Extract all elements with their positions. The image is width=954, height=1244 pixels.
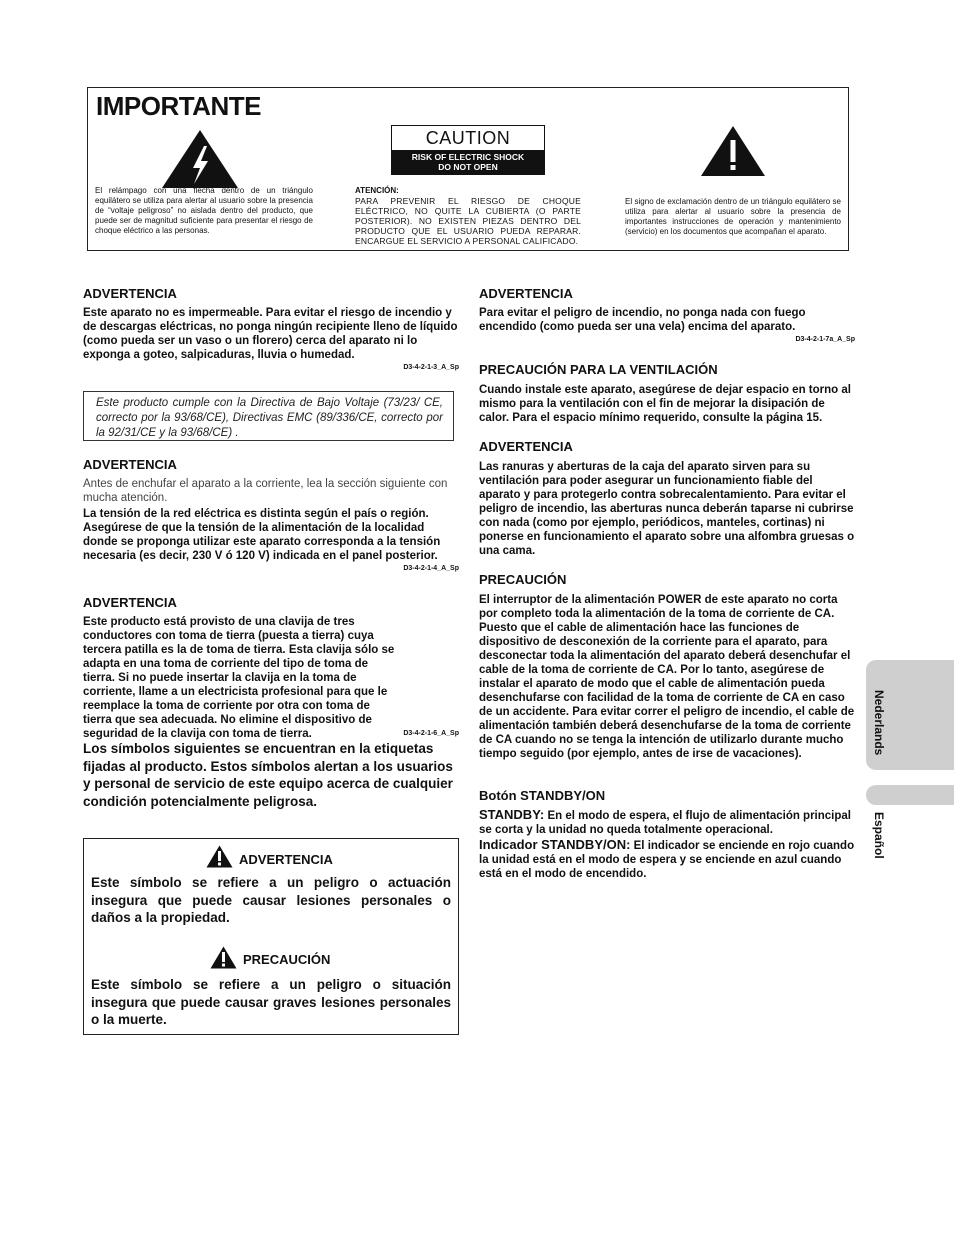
section-text: El interruptor de la alimentación POWER de este aparato no corta por completo toda la alimentación de la toma de corriente de CA. Puesto que el cable de alimentación hace las funciones de dispositivo de desconexión de la corriente para el aparato, para desconectar toda la alimentación del aparato deberá desenchufar el cable de la toma de corriente de CA. Por lo tanto, asegúrese de instalar el aparato de modo que el cable de alimentación pueda desenchufarse con facilidad de la toma de corriente de CA en caso de un accidente. Para evitar correr el peligro de incendio, el cable de alimentación también deberá desenchufarse de la toma de corriente de CA cuando no se tenga la intención de utilizarlo durante mucho tiempo seguido (por ejemplo, antes de irse de vacaciones). bbox=[479, 594, 855, 760]
section-text: Este producto está provisto de una clavija de tres conductores con toma de tierra (puesta a tierra) cuya tercera patilla es la de toma de tierra. Esta clavija sólo se adapta en una toma de corriente del tipo de toma de tierra. Si no puede insertar la clavija en la toma de corriente, llame a un electricista profesional para que le reemplace la toma de corriente por otra con toma de tierra que sea adecuada. No elimine el dispositivo de seguridad de la clavija con toma de tierra. bbox=[83, 616, 395, 740]
directive-box: Este producto cumple con la Directiva de Bajo Voltaje (73/23/ CE, correcto por la 93/68/CE), Directivas EMC (89/336/CE, correcto por la 92/31/CE y la 93/68/CE) . bbox=[83, 391, 454, 441]
section-title: ADVERTENCIA bbox=[479, 439, 573, 454]
left-column bbox=[83, 286, 459, 371]
caution-shock-warning bbox=[392, 150, 544, 174]
right-section-5 bbox=[479, 788, 855, 881]
exclamation-warning-icon bbox=[700, 125, 766, 177]
section-text: Cuando instale este aparato, asegúrese de dejar espacio en torno al mismo para la ventilación con el fin de mejorar la disipación de calor. Para el espacio mínimo requerido, consulte la página 15. bbox=[479, 384, 851, 424]
warning-triangle-icon bbox=[206, 845, 233, 868]
tab-espanol[interactable]: Español bbox=[872, 812, 886, 859]
standby-desc: En el modo de espera, el flujo de alimentación principal se corta y la unidad no queda totalmente operacional. bbox=[479, 810, 851, 836]
indicator-text bbox=[479, 838, 855, 881]
section-intro: Antes de enchufar el aparato a la corriente, lea la sección siguiente con mucha atención. bbox=[83, 478, 448, 504]
section-code: D3-4-2-1-7a_A_Sp bbox=[795, 336, 855, 343]
atencion-text: PARA PREVENIR EL RIESGO DE CHOQUE ELÉCTRICO, NO QUITE LA CUBIERTA (O PARTE POSTERIOR). NO EXISTEN PIEZAS DENTRO DEL PRODUCTO QUE EL USUARIO PUEDA REPARAR. ENCARGUE EL SERVICIO A PERSONAL CALIFICADO. bbox=[355, 196, 581, 246]
section-title: ADVERTENCIA bbox=[83, 457, 177, 472]
tab-nederlands[interactable]: Nederlands bbox=[872, 690, 886, 756]
right-section-2 bbox=[479, 362, 855, 425]
section-code: D3-4-2-1-3_A_Sp bbox=[403, 364, 459, 371]
caution-title: CAUTION bbox=[425, 128, 511, 148]
section-title: PRECAUCIÓN PARA LA VENTILACIÓN bbox=[479, 362, 718, 377]
section-text: La tensión de la red eléctrica es distinta según el país o región. Asegúrese de que la tensión de la alimentación de la localidad donde se proponga utilizar este aparato corresponda a la tensión necesaria (es decir, 230 V ó 120 V) indicada en el panel posterior. bbox=[83, 508, 441, 562]
section-title: Botón STANDBY/ON bbox=[479, 788, 606, 803]
section-title: ADVERTENCIA bbox=[479, 286, 573, 301]
section-title: PRECAUCIÓN bbox=[479, 572, 567, 587]
advertencia-heading: ADVERTENCIA bbox=[239, 852, 333, 867]
page-title: IMPORTANTE bbox=[96, 91, 261, 121]
indicator-label: Indicador STANDBY/ON: bbox=[479, 837, 631, 852]
section-text: Este aparato no es impermeable. Para evitar el riesgo de incendio y de descargas eléctricas, no ponga ningún recipiente lleno de líquido (como pueda ser un vaso o un florero) cerca del aparato ni lo exponga a goteo, salpicaduras, lluvia o humedad. bbox=[83, 307, 458, 361]
standby-text bbox=[479, 808, 855, 837]
section-code: D3-4-2-1-4_A_Sp bbox=[403, 565, 459, 572]
section-text: Las ranuras y aberturas de la caja del aparato sirven para su ventilación para poder asegurar un funcionamiento fiable del aparato y para protegerlo contra sobrecalentamiento. Para evitar el peligro de incendio, las aberturas nunca deberán taparse ni cubrirse con nada (como por ejemplo, periódicos, manteles, cortinas) ni ponerse en funcionamiento el aparato sobre una alfombra gruesas o una cama. bbox=[479, 461, 855, 557]
symbols-paragraph: Los símbolos siguientes se encuentran en la etiquetas fijadas al producto. Estos símbolos alertan a los usuarios y personal de servicio de este equipo acerca de cualquier condición potencialmente peligrosa. bbox=[83, 741, 453, 809]
lightning-note: El relámpago con una flecha dentro de un triángulo equilátero se utiliza para alertar al usuario sobre la presencia de “voltaje peligroso” no aislada dentro del producto, que puede ser de magnitud suficiente para presentar el riesgo de choque eléctrico a las personas. bbox=[95, 186, 313, 235]
precaucion-heading: PRECAUCIÓN bbox=[243, 952, 331, 967]
caution-line-1: RISK OF ELECTRIC SHOCK bbox=[411, 152, 525, 162]
right-section-3 bbox=[479, 439, 855, 558]
precaucion-text: Este símbolo se refiere a un peligro o situación insegura que puede causar graves lesiones personales o la muerte. bbox=[91, 977, 451, 1027]
electric-shock-warning-icon bbox=[160, 128, 240, 190]
standby-label: STANDBY: bbox=[479, 807, 545, 822]
tab-espanol-bg[interactable] bbox=[866, 785, 954, 805]
section-text: Para evitar el peligro de incendio, no ponga nada con fuego encendido (como pueda ser una vela) encima del aparato. bbox=[479, 307, 806, 333]
exclamation-note: El signo de exclamación dentro de un triángulo equilátero se utiliza para alertar al usuario sobre la presencia de importantes instrucciones de operación y mantenimiento (servicio) en los documentos que acompañan el aparato. bbox=[625, 197, 841, 236]
left-section-2 bbox=[83, 457, 459, 572]
left-section-3 bbox=[83, 595, 459, 740]
advertencia-text: Este símbolo se refiere a un peligro o actuación insegura que puede causar lesiones personales o daños a la propiedad. bbox=[91, 875, 451, 925]
section-title: ADVERTENCIA bbox=[83, 286, 177, 301]
right-section-1 bbox=[479, 286, 855, 343]
indicator-desc: El indicador se enciende en rojo cuando la unidad está en el modo de espera y se enciende en azul cuando está en el modo de encendido. bbox=[479, 840, 855, 880]
atencion-heading: ATENCIÓN: bbox=[355, 186, 399, 195]
section-code: D3-4-2-1-6_A_Sp bbox=[403, 730, 459, 737]
symbol-legend-box bbox=[83, 838, 459, 1035]
caution-triangle-icon bbox=[210, 946, 237, 969]
caution-label bbox=[391, 125, 545, 175]
section-title: ADVERTENCIA bbox=[83, 595, 177, 610]
caution-line-2: DO NOT OPEN bbox=[438, 162, 498, 172]
right-section-4 bbox=[479, 572, 855, 761]
